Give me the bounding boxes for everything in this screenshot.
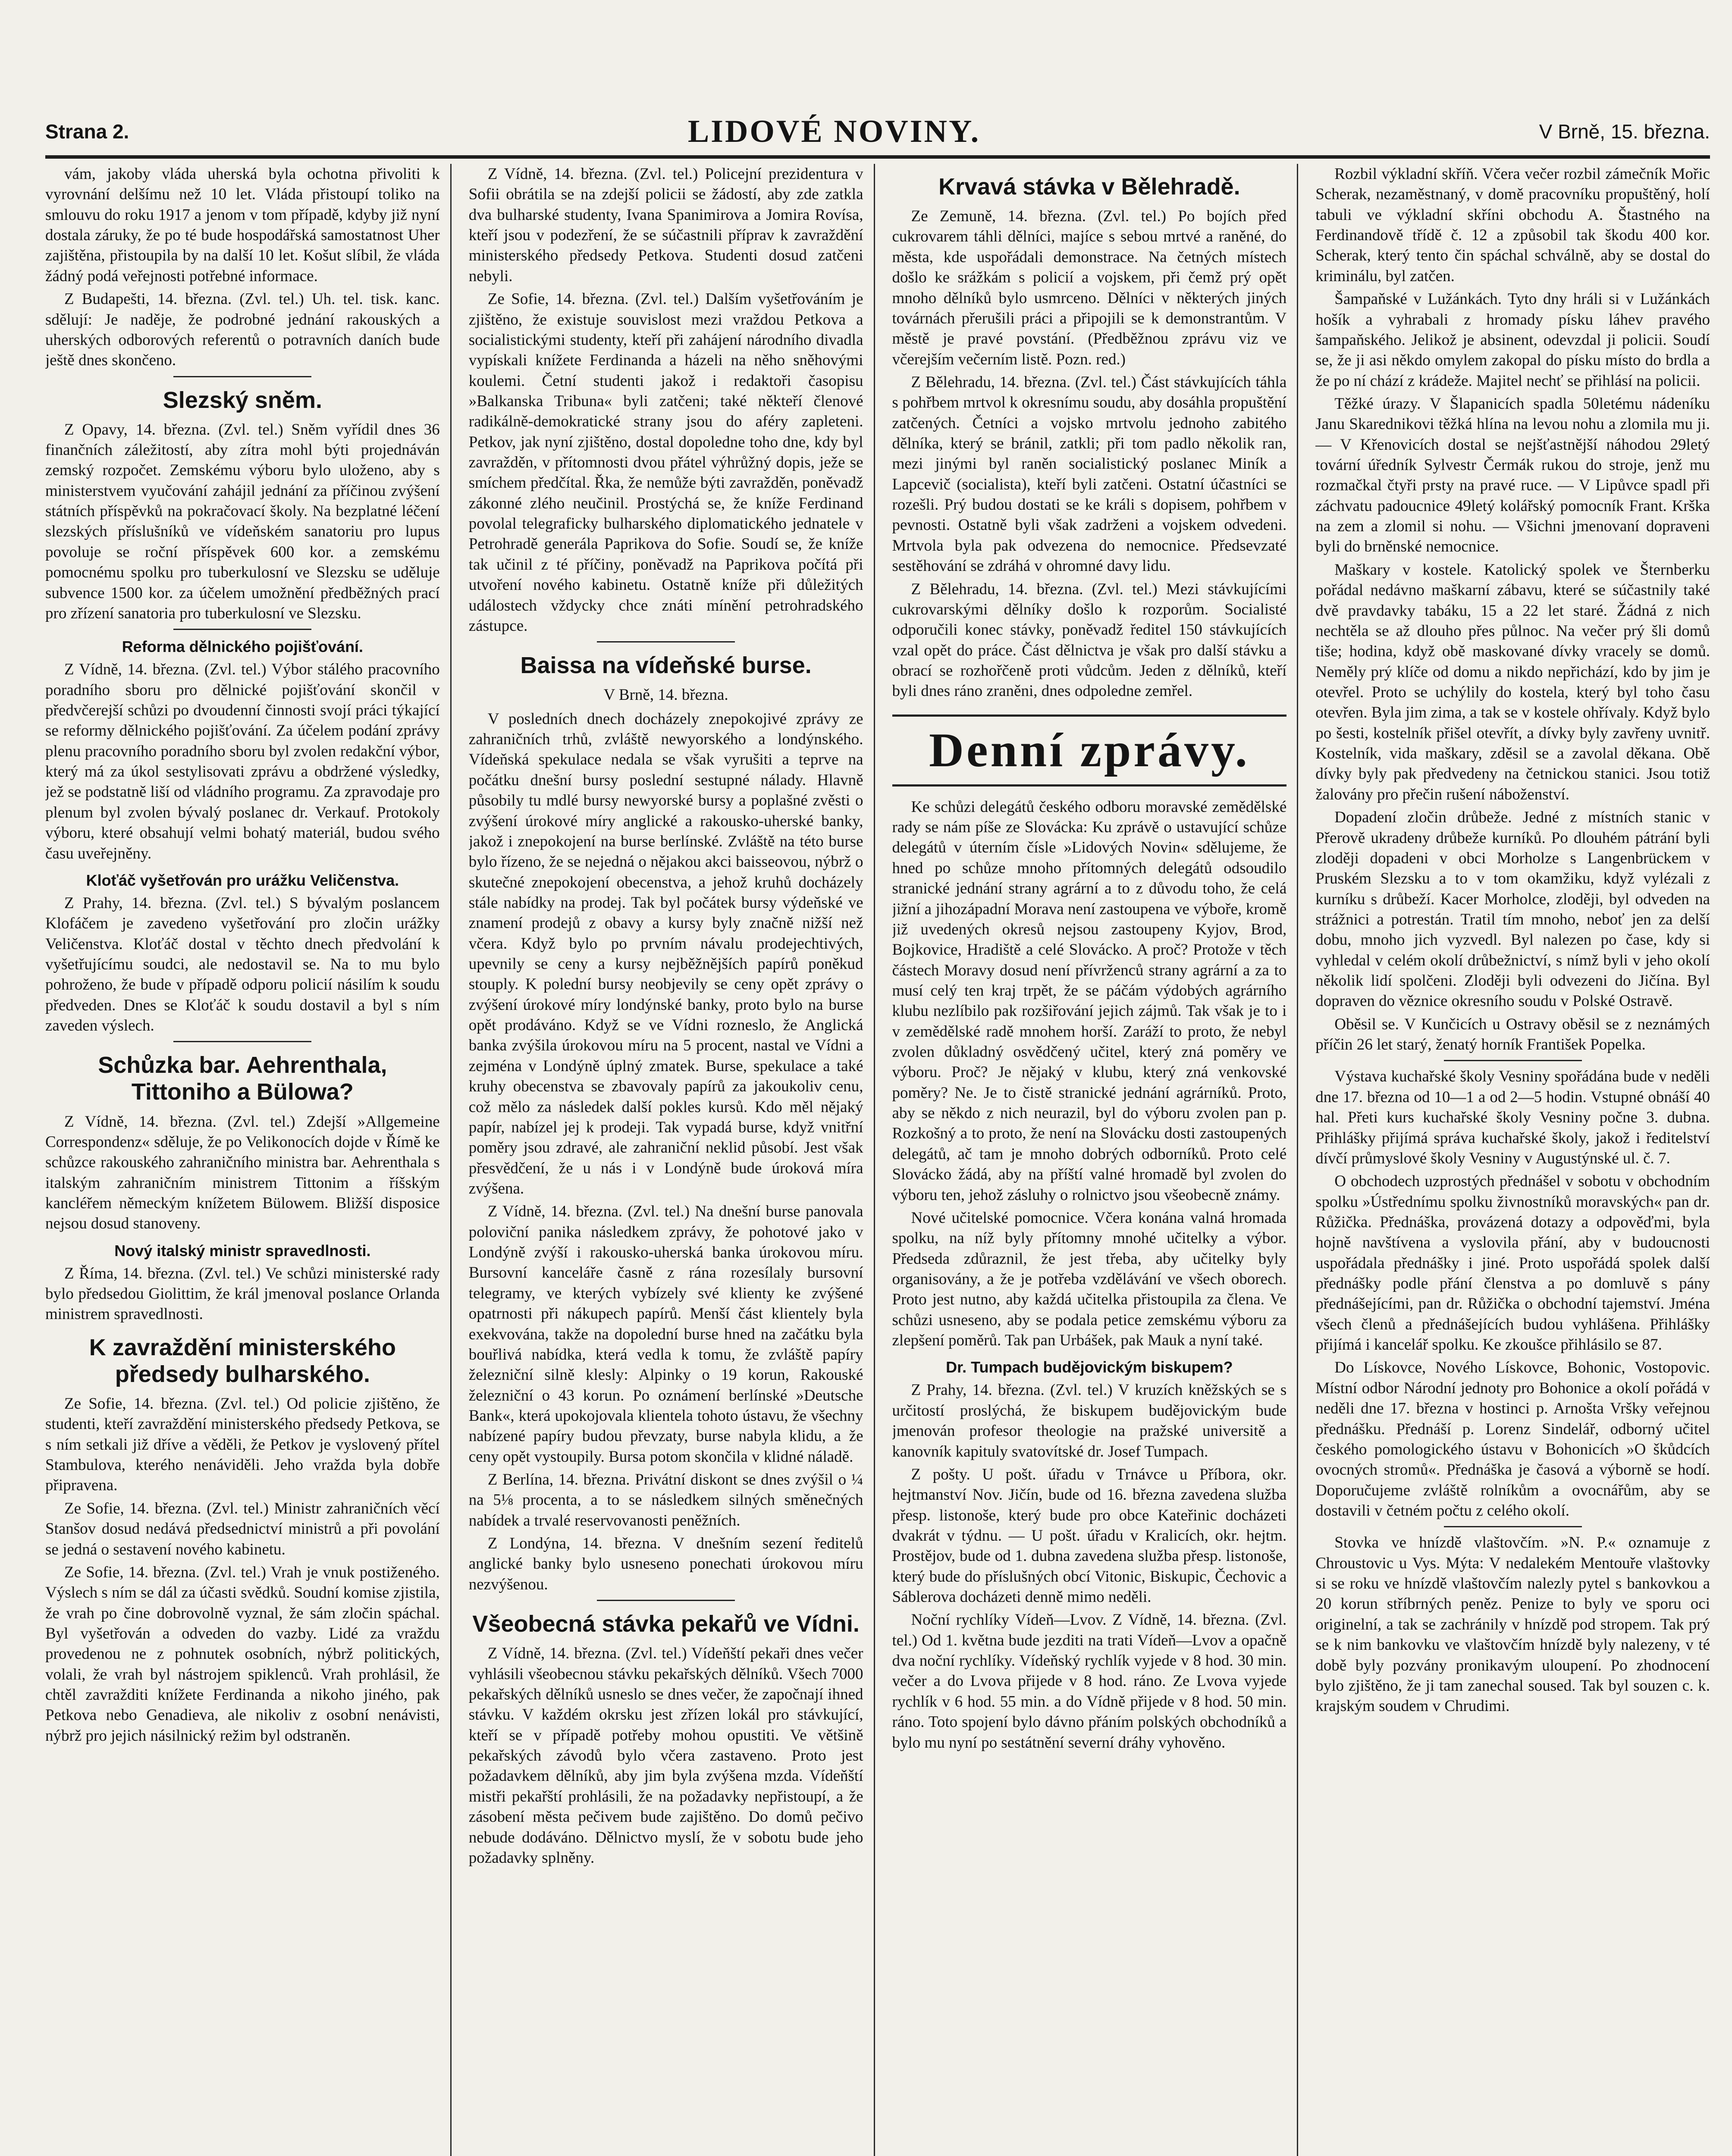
article-vienna-insurance: Z Vídně, 14. března. (Zvl. tel.) Výbor stálého pracovního poradního sboru pro dělnické pojišťování skončil v předvčerejší schůzi po dvoudenní činnosti svojí práci týkající se reformy dělnického pojišťování. Za účelem podání zprávy plenu pracovního poradního sboru byl zvolen redakční výbor, který má za úkol sestylisovati zprávu a obdržené výsledky, jež se podstatně liší od vládního programu. Za zpravodaje pro plenum byl zvolen bývalý poslanec dr. Verkauf. Protokoly výboru, které obsahují velmi bohatý materiál, budou svého času uveřejněny.	[45, 661, 440, 862]
column-2	[469, 164, 875, 2156]
article-bourse-vienna: Z Vídně, 14. března. (Zvl. tel.) Na dnešní burse panovala poloviční panika následkem zprávy, že pohotové jako v Londýně zvýší i rakousko-uherská banka úrokovou míru. Bursovní kanceláře časně z rána rozesílaly bursovní telegramy, ve kterých vybízely své klienty ke zvýšené opatrnosti při nákupech papírů. Menší část klientely byla exekvována, takže na dopolední burse hned na začátku byla bouřlivá nabídka, která vedla k tomu, že zvláště papíry železniční silně klesly: Alpinky o 19 korun, Rakouské železniční o 43 korun. Po oznámení berlínské »Deutsche Bank«, která upokojovala klientela tohoto ústavu, že všechny nabízené papíry budou převzaty, burse nabyla klidu, a že ceny opět vystoupily. Bursa potom skončila v klidné náladě.	[468, 1203, 863, 1466]
dateline-brno: V Brně, 14. března.	[603, 686, 728, 704]
divider	[1444, 1060, 1582, 1061]
item-suicide: Oběsil se. V Kunčicích u Ostravy oběsil se z neznámých příčin 26 let starý, ženatý horník František Popelka.	[1315, 1015, 1710, 1054]
article-delegates: Ke schůzi delegátů českého odboru moravské zemědělské rady se nám píše ze Slovácka: Ku zprávě o ustavující schůze delegátů v úterním čísle »Lidových Novin« sdělujeme, že hned po schůze mnoho přítomných delegátů odsoudilo stranické jednání strany agrární a to z důvodu toho, že celá jižní a jihozápadní Morava není zastoupena ve výboře, kromě již uvedených okresů nejsou zastoupeny Kyjov, Brod, Bojkovice, Hradiště a celé Slovácko. A proč? Protože v těch částech Moravy dosud není přívrženců strany agrární a za to musí celý ten kraj trpět, že se páčám výdobých agrárního klubu nezlíbilo pak rozšiřování jejich zájmů. Tak však je to i v zemědělské radě mnohem horší. Zaráží to proto, že nebyl zvolen důkladný osvědčený učitel, který zná poměry ve výboru. Proč? Je nějaký v klubu, který zná venkovské poměry? Ne. Je to čistě stranické jednání agrárníků. Proto, aby se někdo z nich neurazil, byl do výboru zvolen pan p. Rozkošný a to proto, že není na Slovácku dosti zastoupených delegátů, ač tam je mnoho dobrých odborníků. Proto celé Slovácko žádá, aby na příští valné hromadě byl zvolen do výboru ten, jehož zásluhy o rolnictvo jsou všeobecně známy.	[892, 798, 1287, 1204]
article-opava: Z Opavy, 14. března. (Zvl. tel.) Sněm vyřídil dnes 36 finančních záležitostí, aby zítra mohl býti projednáván zemský rozpočet. Zemskému výboru bylo uloženo, aby s ministerstvem vyučování zahájil jednání za příčinou zvýšení státních příspěvků na pokračovací školy. Na bezplatné léčení slezských příslušníků ve vídeňském sanatoriu pro lupus povoluje se roční příspěvek 600 kor. a zemskému pomocnému spolku pro tuberkulosní ve Slezsku se uděluje subvence 1500 kor. za účelem umožnění předběžných prací pro zřízení sanatoria pro tuberkulosní ve Slezsku.	[45, 420, 440, 622]
article-post: Z pošty. U pošt. úřadu v Trnávce u Příbora, okr. hejtmanství Nov. Jičín, bude od 16. března zavedena služba přesp. listonoše, který bude pro obce Kateřinic docházeti dvakrát v týdnu. — U pošt. úřadu v Kralicích, okr. hejtm. Prostějov, bude od 1. dubna zavedena služba přesp. listonoše, který bude do příslušných obcí Vitonic, Biskupic, Čechovic a Sáblerova docházeti denně mimo neděli.	[892, 1465, 1287, 1606]
article-zemun: Ze Zemuně, 14. března. (Zvl. tel.) Po bojích před cukrovarem táhli dělníci, majíce s sebou mrtvé a raněné, do města, kde uspořádali demonstrace. Na četných místech došlo ke srážkám s policií a vojskem, při čemž prý opět mnoho dělníků bylo usmrceno. Dělníci v některých jiných továrnách přerušili práci a připojili se k demonstrantům. V městě je pravé povstání. (Předběžnou zprávu viz ve včerejším večerním listě. Pozn. red.)	[892, 207, 1287, 368]
article-sofia-1: Ze Sofie, 14. března. (Zvl. tel.) Od policie zjištěno, že studenti, kteří zavraždění ministerského předsedy Petkova, se s ním setkali již dříve a věděli, že Petkov je vyslovený přítel Stambulova, kterého nenáviděli. Jeho vražda byla dobře připravena.	[45, 1395, 440, 1495]
article-budapest: Z Budapešti, 14. března. (Zvl. tel.) Uh. tel. tisk. kanc. sdělují: Je naděje, že podrobné jednání rakouských a uherských odborových referentů o potravních daních bude ještě dnes skončeno.	[45, 290, 440, 370]
article-rome: Z Říma, 14. března. (Zvl. tel.) Ve schůzi ministerské rady bylo předsedou Giolittim, že král jmenoval poslance Orlanda ministrem spravedlnosti.	[45, 1264, 440, 1323]
headline-insurance-reform: Reforma dělnického pojišťování.	[122, 638, 364, 656]
column-3	[892, 164, 1299, 2156]
divider	[173, 376, 311, 377]
item-cooking-school: Výstava kuchařské školy Vesniny spořádána bude v neděli dne 17. března od 10—1 a od 2—5 hodin. Vstupné obnáší 40 hal. Přeti kurs kuchařské školy Vesniny počne 3. dubna. Přihlášky přijímá správa kuchařské školy, jakož i ředitelství dívčí průmyslové školy Vesniny v Augustýnské ul. č. 7.	[1315, 1068, 1710, 1167]
newspaper-title: LIDOVÉ NOVINY.	[687, 113, 981, 149]
article-sofia-3: Ze Sofie, 14. března. (Zvl. tel.) Vrah je vnuk postiženého. Výslech s ním se dál za účasti svědků. Soudní komise zjistila, že vrah po čine dobrovolně vyznal, že sám zločin spáchal. Byl vyšetřován a odveden do vazby. Lidé za vraždu provedenou ne z pohnutek osobních, nýbrž politických, volali, že vrah byl nástrojem spiklenců. Vrah prohlásil, že chtěl zavražditi knížete Ferdinanda a nikoho jiného, pak Petkova nebo Genadieva, ale nikoliv z osobní nenávisti, nýbrž pro jejich násilnický režim byl odstraněn.	[45, 1563, 440, 1745]
item-injuries: Těžké úrazy. V Šlapanicích spadla 50letému nádeníku Janu Skarednikovi těžká hlína na levou nohu a zlomila mu ji. — V Křenovicích dostal se nejšťastnější náhodou 29letý tovární úředník Sylvestr Čermák rukou do stroje, jenž mu rozmačkal čtyři prsty na pravé ruce. — V Lipůvce spadl při záchvatu padoucnice 49letý kolářský pomocník Frant. Krška na zem a zlomil si nohu. — Všichni jmenovaní dopraveni byli do brněnské nemocnice.	[1315, 395, 1710, 556]
article-london: Z Londýna, 14. března. V dnešním sezení ředitelů anglické banky bylo usneseno ponechati úrokovou míru nezvýšenou.	[468, 1535, 863, 1593]
article-sofia-2: Ze Sofie, 14. března. (Zvl. tel.) Ministr zahraničních věcí Stanšov dosud nedává předsednictví ministrů a při povolání se jedná o sestavení nového kabinetu.	[45, 1499, 440, 1558]
headline-petkov-murder: K zavraždění ministerského předsedy bulharského.	[89, 1334, 396, 1387]
article-vienna-meeting: Z Vídně, 14. března. (Zvl. tel.) Zdejší »Allgemeine Correspondenz« sděluje, že po Velikonocích dojde v Římě ke schůzce rakouského zahraničního ministra bar. Aehrenthala s italským zahraničním ministrem Tittonim a říšským kancléřem německým knížetem Bülowem. Bližší disposice nejsou dosud stanoveny.	[45, 1112, 440, 1233]
headline-italian-minister: Nový italský ministr spravedlnosti.	[114, 1241, 371, 1260]
headline-vienna-bourse: Baissa na vídeňské burse.	[520, 652, 812, 679]
headline-belgrade-strike: Krvavá stávka v Bělehradě.	[938, 174, 1240, 200]
headline-silesian-diet: Slezský sněm.	[163, 387, 322, 413]
article-belgrade-1: Z Bělehradu, 14. března. (Zvl. tel.) Část stávkujících táhla s pohřbem mrtvol k okresnímu soudu, aby dosáhla propuštění zatčených. Četníci a vojsko mrtvolu jednoho zabitého dělníka, který se bránil, zatkli; při tom padlo několik ran, mezi jinými byl raněn socialistický poslanec Miník a Lapcevič (socialista), kteří byli zatčeni. Ostatní účastníci se rozešli. Prý budou dostati se ke králi s dopisem, pohřbem v pevnosti. Ostatně byli však zadrženi a vojskem odvedeni. Mrtvola byla pak odvezena do nemocnice. Předsevzaté sestěhování se zdráhá v ohromné davy lidu.	[892, 373, 1287, 575]
article-vienna-students: Z Vídně, 14. března. (Zvl. tel.) Policejní prezidentura v Sofii obrátila se na zdejší policii se žádostí, aby zde zatkla dva bulharské studenty, Ivana Spanimirova a Jomira Rovísa, kteří jsou v podezření, že se súčastnili příprav k zavraždění ministerského předsedy Petkova. Studenti dosud zatčeni nebyli.	[468, 165, 863, 285]
article-berlin: Z Berlína, 14. března. Privátní diskont se dnes zvýšil o ¼ na 5⅛ procenta, a to se následkem silných směnečných nabídek a trvalé reservovanosti peněžních.	[468, 1471, 863, 1529]
issue-date: V Brně, 15. března.	[1539, 120, 1710, 143]
article-tumpach: Z Prahy, 14. března. (Zvl. tel.) V kruzích kněžských se s určitostí proslýchá, že biskupem budějovickým bude jmenován profesor theologie na pražské universitě a kanovník kapituly svatovítské dr. Josef Tumpach.	[892, 1381, 1287, 1460]
divider	[173, 1041, 311, 1042]
item-masks-church: Maškary v kostele. Katolický spolek ve Šternberku pořádal nedávno maškarní zábavu, které se súčastnily také dvě pravdavky tabáku, 15 a 22 let staré. Žádná z nich nechtěla se až dlouho přes půlnoc. Na večer prý šli domů tiše; hodina, když obě maskované dívky vracely se domů. Neměly prý klíče od domu a nikdo nepřichází, kdo by jim je otevřel. Proto se uchýlily do kostela, který byl toho času otevřen. Byla jim zima, a tak se v kostele ohřívaly. Když bylo po šesti, kostelník přišel otevřít, a dívky byly zavřeny uvnitř. Kostelník, vida maškary, zděsil se a zavolal děkana. Obě dívky byly pak předvedeny na četnickou stanici. Jsou totiž žalovány pro přečin rušení náboženství.	[1315, 561, 1710, 803]
article-night-trains: Noční rychlíky Vídeň—Lvov. Z Vídně, 14. března. (Zvl. tel.) Od 1. května bude jezditi na trati Vídeň—Lvov a opačně dva noční rychlíky. Vídeňský rychlík vyjede v 8 hod. 30 min. večer a do Lvova přijede v 8 hod. ráno. Ze Lvova vyjede rychlík v 6 hod. 55 min. a do Vídně přijede v 8 hod. 50 min. ráno. Toto spojení bylo dávno přáním polských obchodníků a bylo mu nyní po sestátnění severní dráhy vyhověno.	[892, 1611, 1287, 1752]
item-shop-window: Rozbil výkladní skříň. Včera večer rozbil zámečník Mořic Scherak, nezaměstnaný, v domě pracovníku propuštěný, holí tabuli ve výkladní skříni obchodu A. Štastného na Ferdinandově třídě č. 12 a způsobil tak škodu 400 kor. Scherak, který tento čin spáchal schválně, aby se dostal do kriminálu, byl zatčen.	[1315, 165, 1710, 285]
item-poultry-thieves: Dopadení zločin drůbeže. Jedné z místních stanic v Přerově ukradeny drůbeže kurníků. Po dlouhém pátrání byli zloději dopadeni v obci Morholze s Langenbrückem v Pruském Slezsku a to v tom okamžiku, když vylézali z kurníku s drůbeží. Kacer Morholce, zloději, byl odveden na strážnici a potrestán. Tratil tím mnoho, neboť jen za delší dobu, mnoho jich vyzvedl. Byl nalezen po čase, kdy si vyhledal v celém okolí drůbežnictví, s nímž byli v jeho okolí několik lidí spolčeni. Zloději byli odvezeni do Jičína. Byl dopraven do věznice okresního soudu v Polské Ostravě.	[1315, 808, 1710, 1010]
divider	[173, 629, 311, 630]
column-4	[1315, 164, 1710, 2156]
item-lecture: O obchodech uzprostých přednášel v sobotu v obchodním spolku »Ústřednímu spolku živnostníků moravských« pan dr. Růžička. Přednáška, provázená dotazy a odpověďmi, byla hojně navštívena a vyslovila přání, aby v budoucnosti uspořádala přednášky i jiné. Proto uspořádá spolek další přednášky podle přání členstva a po domluvě s pány přednášejícími, pan dr. Růžička o obchodní tajemství. Jména všech členů a přednášejících budou vyhlášena. Přihlášky přijímá i kancelář spolku. Ke zkoušce přihlásilo se 87.	[1315, 1172, 1710, 1354]
page-number: Strana 2.	[45, 120, 129, 143]
column-1	[45, 164, 452, 2156]
columns	[45, 164, 1710, 2156]
article-bourse-brno: V posledních dnech docházely znepokojivé zprávy ze zahraničních trhů, zvláště newyorského a londýnského. Vídeňská spekulace nedala se však vyrušiti a teprve na počátku dnešní bursy poslední sestupné nálady. Hlavně působily tu mdlé bursy newyorské bursy a poplašné zvěsti o zvýšení úrokové míry anglické a rakousko-uherské banky, jakož i znepokojení na burse berlínské. Zvláště na této burse bylo řízeno, že se nejedná o nějakou akci baisseovou, nýbrž o skutečné znepokojení obecenstva, a jehož kruhů docházely stále nabídky na prodej. Tak byl počátek bursy výdeňské ve znamení prodejů z obavy a kursy byly značně nižší než včera. Když bylo po prvním návalu prodejechtivých, upevnily se ceny a kursy nejběžnějších papírů poněkud stouply. K polední bursy neobjevily se ceny opět zprávy o zvýšení úrokové míry londýnské banky, proto bylo na burse opět prodáváno. Když se ve Vídni rozneslo, že Anglická banka zvýšila úrokovou míru na 5 procent, nastal ve Vídni a zejména v Londýně úplný zmatek. Burse, spekulace a také kruhy obecenstva se zbavovaly papírů za jakoukoliv cenu, což mělo za následek další pokles kursů. Kdo měl nějaký papír, nabízel jej k prodeji. Tak vypadá burse, když vnitřní poměry jsou zdravé, ale zahraniční neklid působí. Jest však přesvědčení, že u nás i v Londýně bude úroková míra zvýšena.	[468, 710, 863, 1197]
section-title-daily-news: Denní zprávy.	[892, 714, 1287, 787]
headline-aehrenthal-meeting: Schůzka bar. Aehrenthala, Tittoniho a Bülowa?	[98, 1052, 387, 1105]
article-intro: vám, jakoby vláda uherská byla ochotna přivoliti k vyrovnání delšímu než 10 let. Vláda přistoupí toliko na smlouvu do roku 1917 a jenom v tom případě, kdyby již nyní dostala záruky, že po té bude hospodářská samostatnost Uher zajištěna, přistoupila by na další 10 let. Košut slíbil, že vláda žádný podá veřejnosti potřebné informace.	[45, 165, 440, 285]
item-swallow-nest: Stovka ve hnízdě vlaštovčím. »N. P.« oznamuje z Chroustovic u Vys. Mýta: V nedalekém Mentouře vlaštovky si se roku ve hnízdě vlaštovčím nalezly pytel s bankovkou a 20 korun stříbrných peněz. Penize to byly ve sporu oci originelní, a tak se zachránily v hnízdě pod stropem. Tak prý se k nim bankovku ve vlaštovčím hnízdě byly nalezeny, v té době byly pozvány pronikavým uloupení. Po zhodnocení bylo zjištěno, že ji tam zanechal soused. Tak byl souzen c. k. krajským soudem v Chrudimi.	[1315, 1534, 1710, 1715]
article-belgrade-2: Z Bělehradu, 14. března. (Zvl. tel.) Mezi stávkujícími cukrovarskými dělníky došlo k rozporům. Socialisté odporučili konec stávky, poněvadž ředitel 150 stávkujících vzal opět do práce. Část dělnictva je však pro další stávku a obrací se rozhořčeně proti vůdcům. Jeden z dělníků, kteří byli dnes ráno zraněni, dnes odpoledne zemřel.	[892, 580, 1287, 700]
headline-klofac: Kloťáč vyšetřován pro urážku Veličenstva.	[86, 871, 399, 889]
item-liskovec: Do Lískovce, Nového Lískovce, Bohonic, Vostopovic. Místní odbor Národní jednoty pro Bohonice a okolí pořádá v neděli dne 17. března v hostinci p. Arnošta Vršky veřejnou přednášku. Přednáší p. Lorenz Sindelář, odborný učitel českého pomologického ústavu v Bohonicích »O škůdcích ovocných stromů«. Přednáška je časová a výborně se hodí. Doporučujeme zvláště rolníkům a ovocnářům, aby se dostavili v četném počtu z celého okolí.	[1315, 1359, 1710, 1520]
headline-bakers-strike: Všeobecná stávka pekařů ve Vídni.	[472, 1611, 860, 1637]
article-sofia-investigation: Ze Sofie, 14. března. (Zvl. tel.) Dalším vyšetřováním je zjištěno, že existuje souvislost mezi vraždou Petkova a socialistickými studenty, kteří při zahájení národního divadla vypískali knížete Ferdinanda a házeli na něho sněhovými koulemi. Četní studenti jakož i redaktoři časopisu »Balkanska Tribuna« byli zatčeni; také někteří členové radikálně-demokratické strany jsou do aféry zapleteni. Petkov, jak nyní zjištěno, dostal dopoledne toho dne, kdy byl zavražděn, v přítomnosti dvou přátel výhrůžný dopis, ježe se smíchem předčítal. Řka, že nemůže býti zavražděn, poněvadž zákonné zlého neučinil. Prostýchá se, že kníže Ferdinand povolal telegraficky bulharského diplomatického jednatele v Petrohradě generála Paprikova do Sofie. Soudí se, že kníže tak učinil z té příčiny, poněvadž na Paprikova počítá při utvoření nového kabinetu. Ostatně kníže při důležitých událostech vždycky chce znáti mínění petrohradského zástupce.	[468, 290, 863, 635]
divider	[597, 1600, 735, 1601]
divider	[597, 641, 735, 642]
headline-tumpach: Dr. Tumpach budějovickým biskupem?	[946, 1358, 1233, 1376]
article-teachers: Nové učitelské pomocnice. Včera konána valná hromada spolku, na níž byly přítomny mnohé učitelky a výbor. Předseda zdůraznil, že jest třeba, aby učitelky byly organisovány, a že je potřeba vzdělávání ve všech oborech. Proto jest nutno, aby každá učitelka přistoupila za člena. Ve schůzi usneseno, aby se podala petice zemskému výboru za zlepšení poměrů. Tak pan Urbášek, pak Mauk a nyní také.	[892, 1209, 1287, 1350]
article-bakers-strike: Z Vídně, 14. března. (Zvl. tel.) Vídeňští pekaři dnes večer vyhlásili všeobecnou stávku pekařských dělníků. Všech 7000 pekařských dělníků usneslo se dnes večer, že započnají ihned stávku. V každém okrsku jest zřízen lokál pro stávkující, kteří se v případě potřeby mohou opustiti. Ve většině pekařských závodů bylo včera zastaveno. Proto jest požadavkem dělníků, aby jim byla zvýšena mzda. Vídeňští mistři pekařští prohlásili, že na požadavky nepřistoupí, a že zásobení města pečivem bude zajištěno. Do domů pečivo nebude dodáváno. Dělnictvo myslí, že v sobotu bude jeho požadavky splněny.	[468, 1645, 863, 1867]
divider	[1444, 1526, 1582, 1527]
item-champagne: Šampaňské v Lužánkách. Tyto dny hráli si v Lužánkách hošík a vyhrabali z hromady písku láhev pravého šampaňského. Jelikož je absinent, odevzdal ji policii. Soudí se, že ji asi někdo omylem zakopal do písku místo do brdla a že po ní chází z krádeže. Majitel nechť se přihlásí na policii.	[1315, 290, 1710, 390]
article-prague-klofac: Z Prahy, 14. března. (Zvl. tel.) S bývalým poslancem Klofáčem je zavedeno vyšetřování pro zločin urážky Veličenstva. Kloťáč dostal v těchto dnech předvolání k vyšetřujícímu soudci, ale nedostavil se. Na to mu bylo pohroženo, že bude v případě odporu policií násilím k soudu předveden. Dnes se Kloťáč k soudu dostavil a byl s ním zaveden výslech.	[45, 894, 440, 1035]
masthead	[45, 108, 1710, 159]
